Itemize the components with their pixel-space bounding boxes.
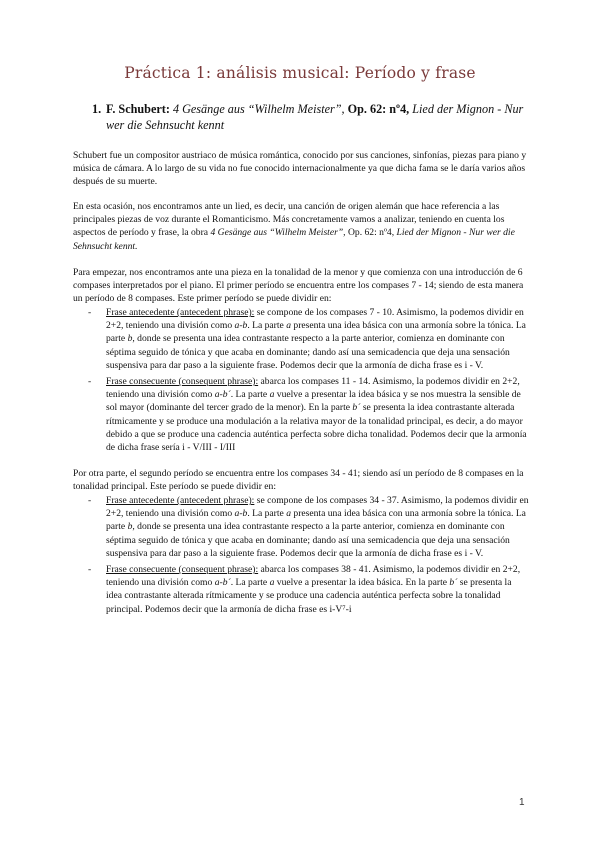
item-part-a: a <box>269 389 275 401</box>
paragraph-first-period: Para empezar, nos encontramos ante una pieza en la tonalidad de la menor y que comienza con una introducción de 6 compases interpretados por el piano. El primer período se encuentra entre los compases 7 - 14; siendo de esta manera un período de 8 compases. Este primer período se puede dividir en: <box>73 267 524 305</box>
item-text: presenta una idea básica con una armonía sobre la tónica. La parte <box>106 508 526 533</box>
context-song: Lied der Mignon - Nur wer die Sehnsucht kennt. <box>73 227 515 252</box>
item-part-a: a <box>286 508 291 520</box>
heading-composer: F. Schubert: <box>106 102 170 116</box>
list-item <box>88 306 529 372</box>
page-title: Práctica 1: análisis musical: Período y frase <box>124 64 476 82</box>
item-division: a-b´ <box>214 389 231 401</box>
item-text: se compone de los compases 7 - 10. Asimismo, la podemos dividir en 2+2, teniendo una división como <box>106 307 524 332</box>
item-text: , donde se presenta una idea contrastante respecto a la parte anterior, comienza en dominante con séptima seguido de tónica y que acaba en dominante; dando así una semicadencia que deja una sensación suspensiva para dar paso a la siguiente frase. Podemos decir que la armonía de dicha frase es i - V. <box>106 521 510 559</box>
list-item-text <box>106 375 529 454</box>
page-number: 1 <box>519 797 525 808</box>
first-period-list <box>88 306 529 454</box>
item-text: se compone de los compases 34 - 37. Asimismo, la podemos dividir en 2+2, teniendo una división como <box>106 495 529 520</box>
item-text: . La parte <box>230 577 270 589</box>
item-part-b: b <box>127 333 133 345</box>
section-heading <box>92 101 532 133</box>
item-text: . La parte <box>247 508 287 520</box>
item-division: a-b <box>234 508 248 520</box>
list-bullet: - <box>88 376 92 388</box>
item-text: . La parte <box>247 320 287 332</box>
item-text: abarca los compases 11 - 14. Asimismo, la podemos dividir en 2+2, teniendo una división como <box>106 376 520 401</box>
heading-number: 1. <box>92 102 102 116</box>
heading-text <box>106 101 532 133</box>
heading-opus: Op. 62: nº4, <box>347 102 410 116</box>
phrase-label: Frase consecuente (consequent phrase): <box>106 564 259 576</box>
item-part-a: a <box>286 320 291 332</box>
second-period-list <box>88 494 529 616</box>
item-part-b: b´ <box>352 402 361 414</box>
list-item <box>88 563 529 616</box>
phrase-label: Frase antecedente (antecedent phrase): <box>106 495 255 506</box>
context-opus: Op. 62: nº4, <box>345 227 397 239</box>
heading-work: 4 Gesänge aus “Wilhelm Meister”, <box>172 102 345 116</box>
item-part-a: a <box>269 577 275 589</box>
list-item-text <box>106 563 529 616</box>
heading-song: Lied der Mignon - Nur wer die Sehnsucht kennt <box>106 102 524 132</box>
list-item-text <box>106 494 529 560</box>
list-item <box>88 494 529 560</box>
phrase-label: Frase consecuente (consequent phrase): <box>106 376 259 388</box>
paragraph-second-period: Por otra parte, el segundo período se encuentra entre los compases 34 - 41; siendo así un período de 8 compases en la tonalidad principal. Este período se puede dividir en: <box>73 468 524 493</box>
item-text: . La parte <box>230 389 270 401</box>
item-text: , donde se presenta una idea contrastante respecto a la parte anterior, comienza en dominante con séptima seguido de tónica y que acaba en dominante; dando así una semicadencia que deja una sensación suspensiva para dar paso a la siguiente frase. Podemos decir que la armonía de dicha frase es i - V. <box>106 333 510 371</box>
item-text: se presenta la idea contrastante alterada rítmicamente y se produce una modulación a la relativa mayor de la tonalidad principal, es decir, a do mayor debido a que se produce una cadencia auténtica perfecta sobre dicha tonalidad. Podemos decir que la armonía de dicha frase sería i - V/III - I/III <box>106 402 527 454</box>
list-bullet: - <box>88 307 92 318</box>
context-text: En esta ocasión, nos encontramos ante un lied, es decir, una canción de origen alemán que hace referencia a las principales piezas de voz durante el Romanticismo. Más concretamente vamos a analizar, teniendo en cuenta los aspectos de período y frase, la obra <box>73 201 505 239</box>
item-text: se presenta la idea contrastante alterada rítmicamente y se produce una cadencia auténtica perfecta sobre la tonalidad principal. Podemos decir que la armonía de dicha frase es i-V⁷-i <box>106 577 512 615</box>
phrase-label: Frase antecedente (antecedent phrase): <box>106 307 255 318</box>
item-division: a-b´ <box>214 577 231 589</box>
context-work: 4 Gesänge aus “Wilhelm Meister”, <box>210 227 346 239</box>
list-item <box>88 375 529 454</box>
list-bullet: - <box>88 495 92 506</box>
item-text: abarca los compases 38 - 41. Asimismo, la podemos dividir en 2+2, teniendo una división como <box>106 564 521 589</box>
item-text: vuelve a presentar la idea básica y se nos muestra la sensible de sol mayor (dominante del tercer grado de la menor). En la parte <box>106 389 521 414</box>
item-part-b: b´ <box>449 577 458 589</box>
item-text: presenta una idea básica con una armonía sobre la tónica. La parte <box>106 320 526 345</box>
list-bullet: - <box>88 564 92 576</box>
paragraph-intro: Schubert fue un compositor austriaco de música romántica, conocido por sus canciones, sinfonías, piezas para piano y música de cámara. A lo largo de su vida no fue conocido internacionalmente ya que dicha fama se le daría varios años después de su muerte. <box>73 150 527 188</box>
paragraph-context <box>73 200 529 253</box>
list-item-text <box>106 306 529 372</box>
item-part-b: b <box>127 521 133 533</box>
item-division: a-b <box>234 320 248 332</box>
item-text: vuelve a presentar la idea básica. En la parte <box>274 577 450 589</box>
